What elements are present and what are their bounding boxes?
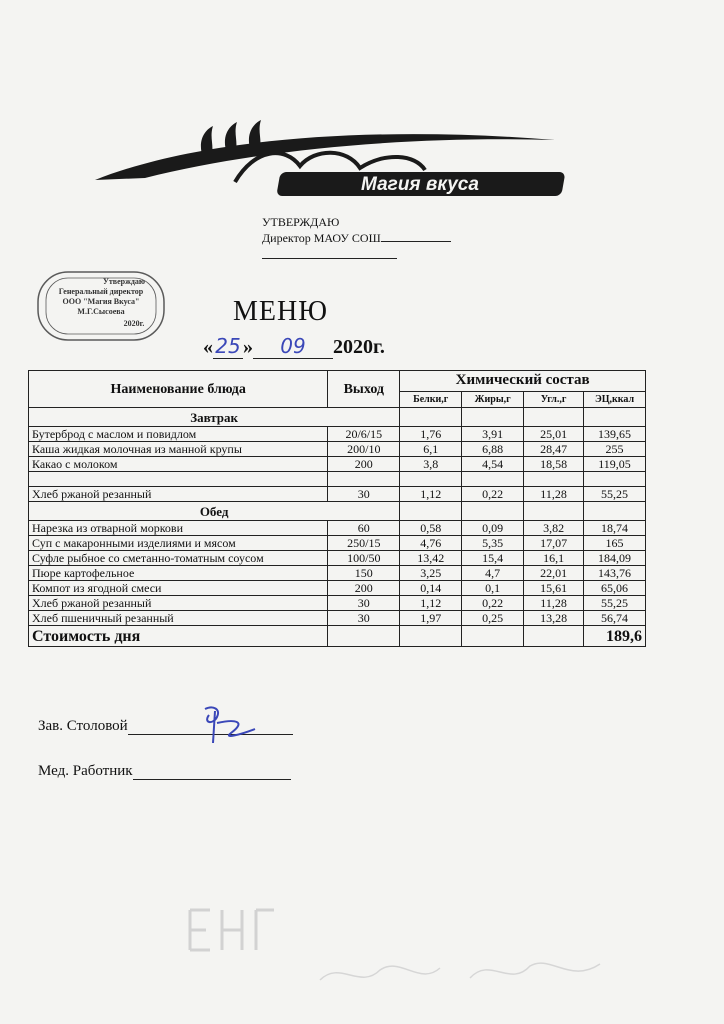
cell-fat: 3,91 — [462, 427, 524, 442]
signature-medic-line — [133, 765, 291, 780]
logo-brand-text: Магия вкуса — [361, 174, 479, 195]
header-output: Выход — [328, 371, 400, 408]
menu-title: МЕНЮ — [233, 296, 328, 327]
cell-protein: 1,12 — [400, 596, 462, 611]
section-label-lunch: Обед — [29, 502, 400, 521]
table-row — [29, 596, 646, 611]
cell-carbs: 13,28 — [524, 611, 584, 626]
total-row — [29, 626, 646, 647]
cell-fat: 4,54 — [462, 457, 524, 472]
cell-protein: 0,58 — [400, 521, 462, 536]
cell-fat: 0,1 — [462, 581, 524, 596]
cell-name: Компот из ягодной смеси — [29, 581, 328, 596]
cell-fat: 0,22 — [462, 596, 524, 611]
cell-energy: 119,05 — [584, 457, 646, 472]
cell-fat: 4,7 — [462, 566, 524, 581]
header-fat: Жиры,г — [462, 391, 524, 407]
cell-name: Хлеб ржаной резанный — [29, 487, 328, 502]
date-year: 2020г. — [333, 336, 385, 358]
date-close-quote: » — [243, 336, 253, 358]
cell-output: 20/6/15 — [328, 427, 400, 442]
brand-logo — [85, 118, 585, 208]
cell-name: Хлеб ржаной резанный — [29, 596, 328, 611]
cell-output: 200 — [328, 457, 400, 472]
cell-carbs: 16,1 — [524, 551, 584, 566]
approval-position: Директор МАОУ СОШ — [262, 231, 381, 245]
date-day: 25 — [213, 334, 243, 359]
cell-fat: 6,88 — [462, 442, 524, 457]
section-row-lunch — [29, 502, 646, 521]
cell-energy: 139,65 — [584, 427, 646, 442]
section-label-breakfast: Завтрак — [29, 408, 400, 427]
approval-block — [262, 214, 451, 259]
table-row — [29, 521, 646, 536]
cell-fat: 5,35 — [462, 536, 524, 551]
cell-fat: 0,22 — [462, 487, 524, 502]
cell-energy: 184,09 — [584, 551, 646, 566]
cell-energy: 165 — [584, 536, 646, 551]
cell-energy: 143,76 — [584, 566, 646, 581]
cell-name: Какао с молоком — [29, 457, 328, 472]
cell-name: Суфле рыбное со сметанно-томатным соусом — [29, 551, 328, 566]
cell-name: Каша жидкая молочная из манной крупы — [29, 442, 328, 457]
cell-fat: 15,4 — [462, 551, 524, 566]
cell-energy: 65,06 — [584, 581, 646, 596]
cell-protein: 1,12 — [400, 487, 462, 502]
cell-name: Хлеб пшеничный резанный — [29, 611, 328, 626]
date-month: 09 — [253, 334, 333, 359]
cell-fat — [462, 472, 524, 487]
approval-heading: УТВЕРЖДАЮ — [262, 215, 340, 229]
cell-carbs: 15,61 — [524, 581, 584, 596]
table-row — [29, 427, 646, 442]
menu-date — [203, 334, 385, 359]
header-energy: ЭЦ,ккал — [584, 391, 646, 407]
cell-fat: 0,25 — [462, 611, 524, 626]
cell-output: 30 — [328, 596, 400, 611]
cell-output — [328, 472, 400, 487]
section-row-breakfast — [29, 408, 646, 427]
cell-carbs: 3,82 — [524, 521, 584, 536]
cell-carbs: 11,28 — [524, 596, 584, 611]
cell-carbs: 25,01 — [524, 427, 584, 442]
stamp-line-5: 2020г. — [123, 319, 145, 328]
bleed-through-marks — [170, 860, 640, 1000]
cell-carbs — [524, 472, 584, 487]
table-row — [29, 487, 646, 502]
cell-output: 60 — [328, 521, 400, 536]
total-value: 189,6 — [584, 626, 646, 647]
cell-fat: 0,09 — [462, 521, 524, 536]
cell-protein: 1,76 — [400, 427, 462, 442]
header-carbs: Угл.,г — [524, 391, 584, 407]
header-name: Наименование блюда — [29, 371, 328, 408]
table-row — [29, 536, 646, 551]
cell-carbs: 17,07 — [524, 536, 584, 551]
date-open-quote: « — [203, 336, 213, 358]
cell-energy: 55,25 — [584, 596, 646, 611]
stamp-line-3: ООО "Магия Вкуса" — [62, 297, 140, 306]
cell-energy — [584, 472, 646, 487]
cell-name: Нарезка из отварной моркови — [29, 521, 328, 536]
cell-carbs: 22,01 — [524, 566, 584, 581]
total-label: Стоимость дня — [29, 626, 328, 647]
table-row — [29, 581, 646, 596]
menu-table — [28, 370, 646, 647]
cell-protein — [400, 472, 462, 487]
cell-output: 30 — [328, 487, 400, 502]
table-row — [29, 472, 646, 487]
table-row — [29, 551, 646, 566]
cell-energy: 55,25 — [584, 487, 646, 502]
cell-protein: 1,97 — [400, 611, 462, 626]
cell-energy: 255 — [584, 442, 646, 457]
stamp-line-2: Генеральный директор — [58, 287, 144, 296]
cell-name: Бутерброд с маслом и повидлом — [29, 427, 328, 442]
cell-carbs: 11,28 — [524, 487, 584, 502]
cell-protein: 6,1 — [400, 442, 462, 457]
cell-output: 100/50 — [328, 551, 400, 566]
table-header-row — [29, 371, 646, 392]
header-chem: Химический состав — [400, 371, 646, 392]
table-row — [29, 611, 646, 626]
cell-protein: 4,76 — [400, 536, 462, 551]
stamp-line-4: М.Г.Сысоева — [77, 307, 125, 316]
cell-energy: 56,74 — [584, 611, 646, 626]
cell-name: Суп с макаронными изделиями и мясом — [29, 536, 328, 551]
table-row — [29, 566, 646, 581]
canteen-signature-scribble — [195, 703, 265, 747]
approval-signature-line — [262, 246, 397, 259]
stamp-line-1: Утверждаю — [102, 277, 146, 286]
cell-output: 200/10 — [328, 442, 400, 457]
cell-protein: 3,25 — [400, 566, 462, 581]
cell-name — [29, 472, 328, 487]
cell-output: 250/15 — [328, 536, 400, 551]
signature-medic-label: Мед. Работник — [38, 763, 133, 779]
cell-output: 30 — [328, 611, 400, 626]
cell-name: Пюре картофельное — [29, 566, 328, 581]
cell-carbs: 28,47 — [524, 442, 584, 457]
table-row — [29, 457, 646, 472]
signature-canteen-label: Зав. Столовой — [38, 718, 128, 734]
company-stamp — [36, 270, 166, 342]
table-row — [29, 442, 646, 457]
cell-output: 150 — [328, 566, 400, 581]
header-protein: Белки,г — [400, 391, 462, 407]
signature-medic — [38, 763, 291, 780]
cell-energy: 18,74 — [584, 521, 646, 536]
approval-name-line — [381, 231, 451, 242]
cell-output: 200 — [328, 581, 400, 596]
cell-protein: 0,14 — [400, 581, 462, 596]
cell-carbs: 18,58 — [524, 457, 584, 472]
cell-protein: 3,8 — [400, 457, 462, 472]
cell-protein: 13,42 — [400, 551, 462, 566]
